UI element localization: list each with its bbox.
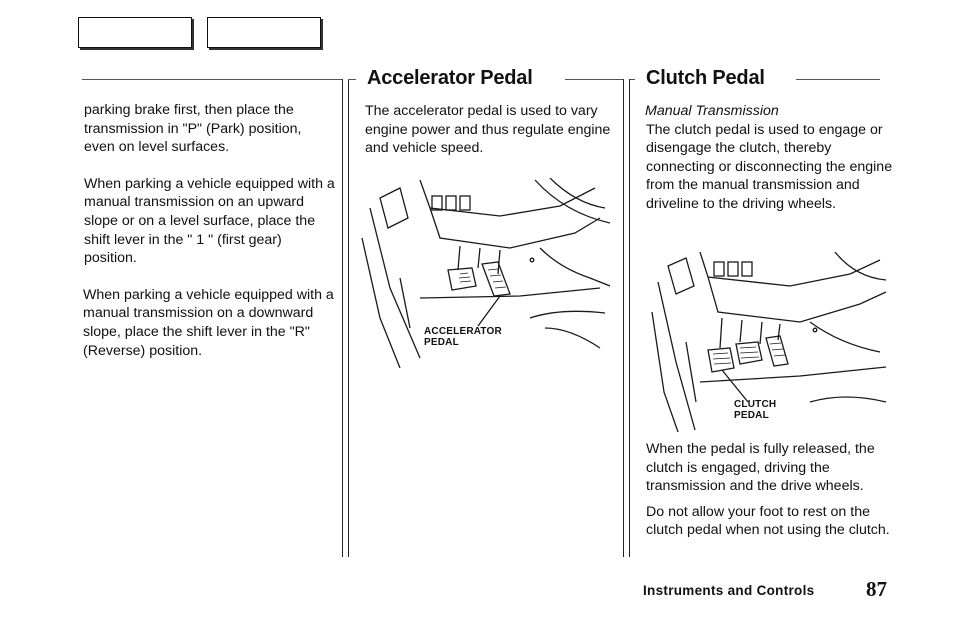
column-divider-2b — [629, 79, 630, 557]
clutch-heading: Clutch Pedal — [646, 67, 765, 89]
clutch-column — [646, 102, 896, 214]
clutch-subtitle: Manual Transmission — [645, 103, 779, 119]
accelerator-heading-rule-left — [348, 79, 356, 80]
accelerator-body: The accelerator pedal is used to vary engine power and thus regulate engine and vehicle speed. — [365, 103, 611, 157]
accelerator-heading-rule-right — [565, 79, 623, 80]
accelerator-label-line1: ACCELERATOR — [424, 326, 502, 337]
clutch-body: The clutch pedal is used to engage or disengage the clutch, thereby connecting or disconnecting the engine from the manual transmission and driveline to the driving wheels. — [646, 121, 893, 212]
clutch-foot-warning-paragraph: Do not allow your foot to rest on the clutch pedal when not using the clutch. — [646, 503, 890, 539]
nav-button-2[interactable] — [207, 17, 321, 48]
clutch-heading-rule-right — [796, 79, 880, 80]
column-divider-1b — [348, 79, 349, 557]
left-paragraph-2: When parking a vehicle equipped with a manual transmission on an upward slope or on a level surface, place the shift lever in the " 1 " (first gear) position. — [84, 175, 335, 267]
accelerator-heading: Accelerator Pedal — [367, 67, 533, 89]
footer-section-title: Instruments and Controls — [643, 583, 815, 598]
column-divider-1a — [342, 79, 343, 557]
clutch-pedal-label — [734, 399, 776, 421]
clutch-label-line1: CLUTCH — [734, 399, 777, 410]
left-paragraph-3: When parking a vehicle equipped with a manual transmission on a downward slope, place the shift lever in the "R" (Reverse) position. — [83, 286, 334, 359]
nav-button-1[interactable] — [78, 17, 192, 48]
left-paragraph-1: parking brake first, then place the transmission in "P" (Park) position, even on level surfaces. — [84, 102, 302, 156]
page-number: 87 — [866, 577, 887, 601]
column-divider-2 — [623, 79, 624, 557]
left-column — [84, 101, 336, 360]
accelerator-pedal-label — [424, 326, 502, 348]
accelerator-label-line2: PEDAL — [424, 337, 459, 348]
clutch-after-text — [646, 440, 896, 540]
clutch-released-paragraph: When the pedal is fully released, the clutch is engaged, driving the transmission and the drive wheels. — [646, 441, 875, 495]
clutch-label-line2: PEDAL — [734, 410, 769, 421]
left-column-top-rule — [82, 79, 342, 80]
